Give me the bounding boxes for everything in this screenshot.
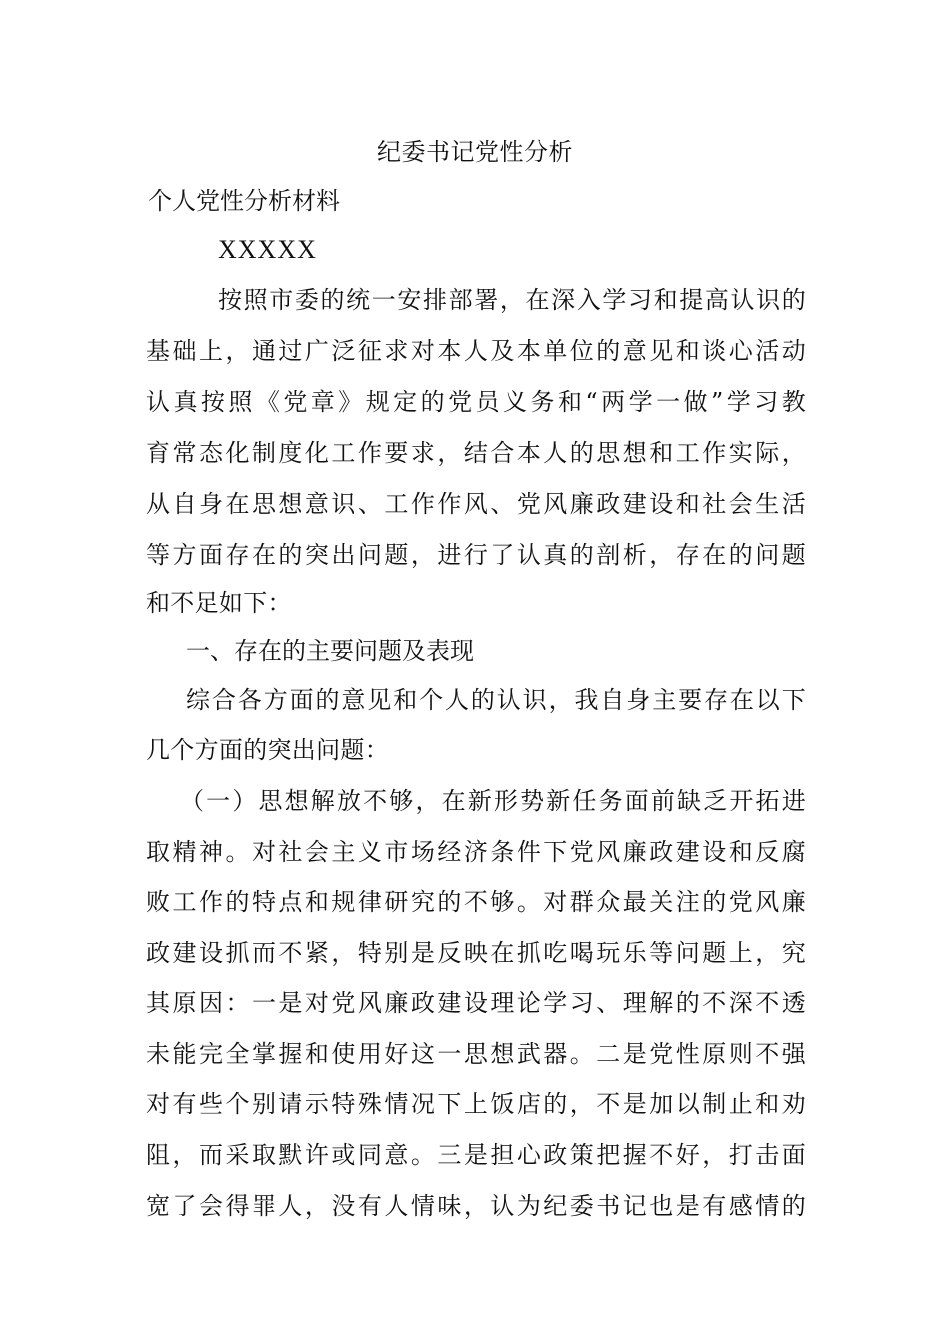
paragraph-line: 认真按照《党章》规定的党员义务和“两学一做”学习教 — [146, 388, 806, 416]
paragraph-line: 育常态化制度化工作要求，结合本人的思想和工作实际， — [146, 439, 806, 467]
paragraph-line: 败工作的特点和规律研究的不够。对群众最关注的党风廉 — [146, 888, 806, 916]
section-heading: 一、存在的主要问题及表现 — [186, 637, 474, 665]
paragraph-line: 对有些个别请示特殊情况下上饭店的，不是加以制止和劝 — [146, 1090, 806, 1118]
paragraph-line: 基础上，通过广泛征求对本人及本单位的意见和谈心活动 — [146, 337, 806, 365]
paragraph-line: 阻，而采取默许或同意。三是担心政策把握不好，打击面 — [146, 1141, 806, 1169]
paragraph-line: 取精神。对社会主义市场经济条件下党风廉政建设和反腐 — [146, 838, 806, 866]
paragraph-line: 几个方面的突出问题： — [146, 736, 389, 764]
paragraph-line: （一）思想解放不够，在新形势新任务面前缺乏开拓进 — [180, 787, 806, 815]
author-name: XXXXX — [218, 235, 317, 264]
paragraph-line: 和不足如下： — [146, 589, 292, 617]
paragraph-line: 等方面存在的突出问题，进行了认真的剖析，存在的问题 — [146, 541, 806, 569]
paragraph-line: 政建设抓而不紧，特别是反映在抓吃喝玩乐等问题上，究 — [146, 939, 806, 967]
document-title: 纪委书记党性分析 — [377, 138, 573, 166]
paragraph-line: 其原因：一是对党风廉政建设理论学习、理解的不深不透 — [146, 989, 806, 1017]
paragraph-line: 宽了会得罪人，没有人情味，认为纪委书记也是有感情的 — [146, 1192, 806, 1220]
paragraph-line: 综合各方面的意见和个人的认识，我自身主要存在以下 — [186, 686, 806, 714]
document-subtitle: 个人党性分析材料 — [148, 187, 340, 215]
paragraph-line: 从自身在思想意识、工作作风、党风廉政建设和社会生活 — [146, 490, 806, 518]
paragraph-line: 未能完全掌握和使用好这一思想武器。二是党性原则不强 — [146, 1040, 806, 1068]
paragraph-line: 按照市委的统一安排部署，在深入学习和提高认识的 — [218, 286, 806, 314]
